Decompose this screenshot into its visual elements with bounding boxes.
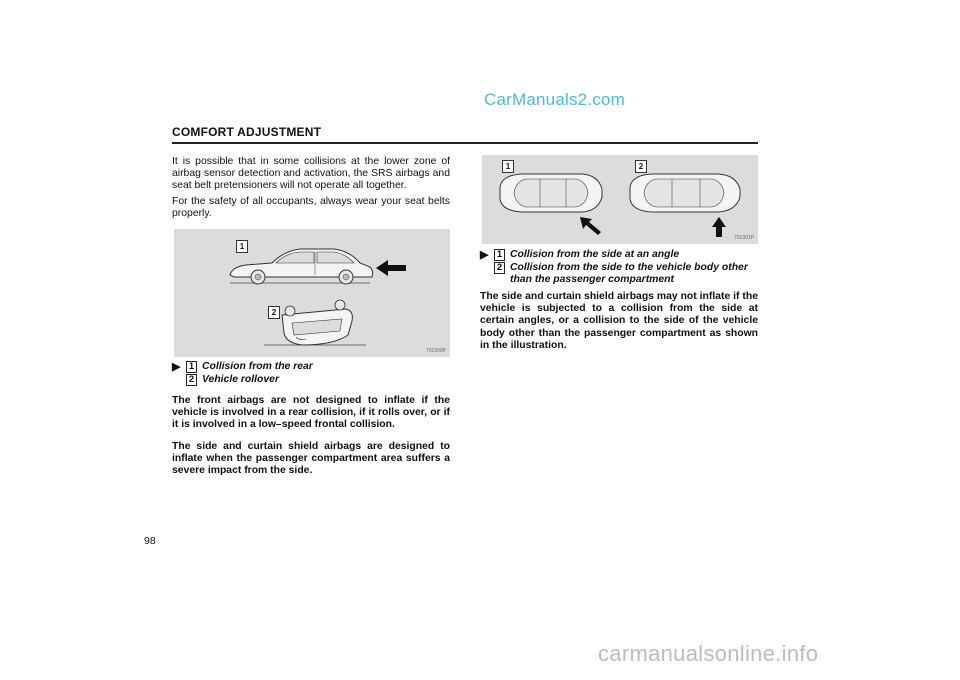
header-rule: [172, 142, 758, 144]
caption-text: than the passenger compartment: [510, 274, 674, 286]
caption-text: Vehicle rollover: [202, 373, 280, 385]
section-title: COMFORT ADJUSTMENT: [172, 125, 322, 139]
caption-number: 2: [494, 262, 505, 274]
watermark-bottom: carmanualsonline.info: [598, 641, 819, 666]
caption-text: Collision from the rear: [202, 361, 313, 372]
right-captions: [480, 249, 760, 287]
bold-paragraph-right: The side and curtain shield airbags may not inflate if the vehicle is subjected to a collision from the side at certain angles, or a collision to the side of the vehicle body other than the passenger compartment as shown in the illustration.: [480, 291, 758, 351]
caption-2: [172, 374, 452, 387]
intro-paragraph-1: It is possible that in some collisions at the lower zone of airbag sensor detection and activation, the SRS airbags and seat belt pretensioners will not operate all together.: [172, 156, 450, 192]
caption-arrow-icon: ▶: [172, 361, 181, 373]
illus-code: 701301P: [733, 235, 754, 241]
caption-number: 1: [186, 361, 197, 373]
intro-paragraph-2: For the safety of all occupants, always wear your seat belts properly.: [172, 196, 450, 220]
caption-text: Collision from the side to the vehicle body other: [510, 261, 748, 273]
caption-arrow-icon: ▶: [480, 249, 489, 261]
caption-1: [480, 249, 760, 262]
side-collision-illustration: [482, 155, 758, 244]
rear-rollover-illustration: [174, 229, 450, 357]
illus-label-2: 2: [268, 306, 280, 319]
caption-2: [480, 262, 760, 275]
caption-1: [172, 361, 452, 374]
illus-code: 701300P: [425, 348, 446, 354]
caption-2-continuation: [480, 274, 760, 287]
page-number: 98: [144, 535, 156, 547]
bold-paragraph-1: The front airbags are not designed to inflate if the vehicle is involved in a rear collision, if it rolls over, or if it is involved in a low–speed frontal collision.: [172, 395, 450, 431]
bold-paragraph-2: The side and curtain shield airbags are designed to inflate when the passenger compartment area suffers a severe impact from the side.: [172, 441, 450, 477]
caption-number: 1: [494, 249, 505, 261]
caption-number: 2: [186, 374, 197, 386]
caption-text: Collision from the side at an angle: [510, 249, 680, 260]
car-top-view-1: [500, 174, 602, 212]
watermark-top: CarManuals2.com: [484, 90, 625, 109]
illus-label-1: 1: [502, 160, 514, 173]
car-top-view-2: [630, 174, 740, 212]
illus-label-1: 1: [236, 240, 248, 253]
side-collision-drawing: [482, 155, 758, 244]
illus-label-2: 2: [635, 160, 647, 173]
rear-rollover-drawing: [174, 229, 450, 357]
left-captions: [172, 361, 452, 386]
